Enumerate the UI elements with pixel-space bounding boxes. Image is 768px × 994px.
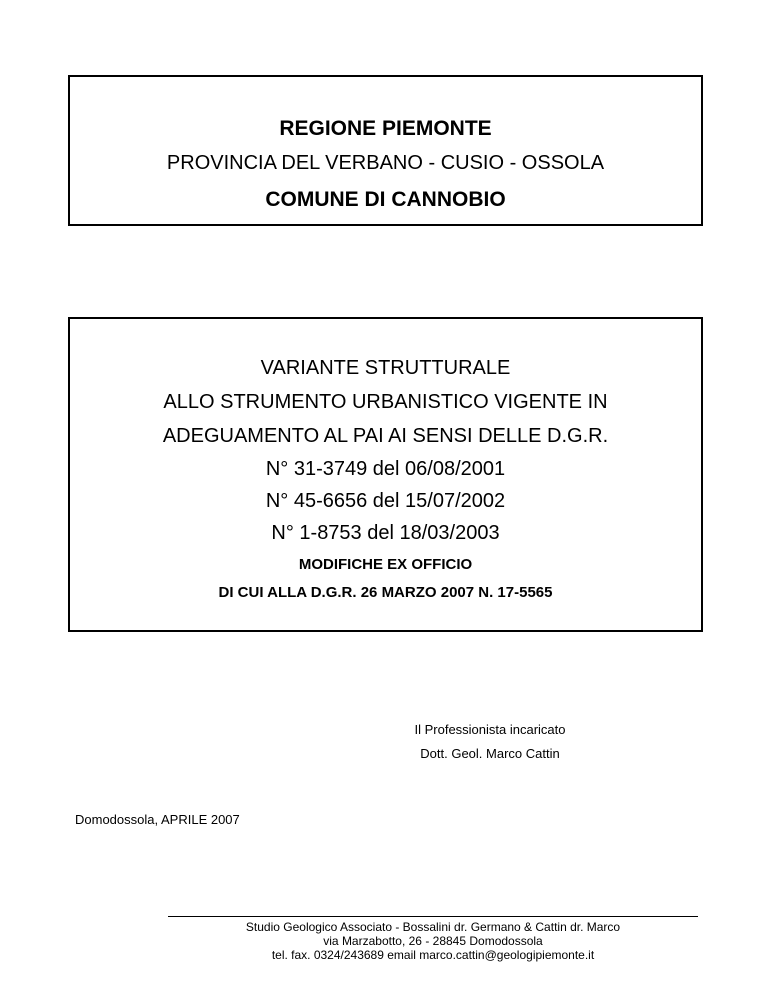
footer-line-1: Studio Geologico Associato - Bossalini dr. Germano & Cattin dr. Marco [245, 920, 621, 934]
dgr-reference-1: N° 31-3749 del 06/08/2001 [265, 458, 506, 480]
municipality-title: COMUNE DI CANNOBIO [265, 188, 506, 211]
dgr-reference-2: N° 45-6656 del 15/07/2002 [265, 490, 506, 512]
project-line-3: ADEGUAMENTO AL PAI AI SENSI DELLE D.G.R. [162, 425, 609, 447]
project-line-2: ALLO STRUMENTO URBANISTICO VIGENTE IN [163, 391, 608, 413]
footer-line-3: tel. fax. 0324/243689 email marco.cattin@geologipiemonte.it [271, 948, 595, 962]
modifications-title: MODIFICHE EX OFFICIO [298, 556, 473, 573]
project-box [68, 317, 703, 632]
province-title: PROVINCIA DEL VERBANO - CUSIO - OSSOLA [166, 152, 605, 174]
dgr-reference-3: N° 1-8753 del 18/03/2003 [271, 522, 500, 544]
modifications-reference: DI CUI ALLA D.G.R. 26 MARZO 2007 N. 17-5565 [218, 584, 553, 601]
place-date: Domodossola, APRILE 2007 [75, 812, 240, 827]
footer-line-2: via Marzabotto, 26 - 28845 Domodossola [323, 934, 543, 948]
header-box [68, 75, 703, 226]
project-line-1: VARIANTE STRUTTURALE [260, 357, 511, 379]
signature-name: Dott. Geol. Marco Cattin [420, 746, 560, 761]
signature-role: Il Professionista incaricato [414, 722, 566, 737]
footer [168, 916, 698, 962]
region-title: REGIONE PIEMONTE [279, 117, 492, 140]
